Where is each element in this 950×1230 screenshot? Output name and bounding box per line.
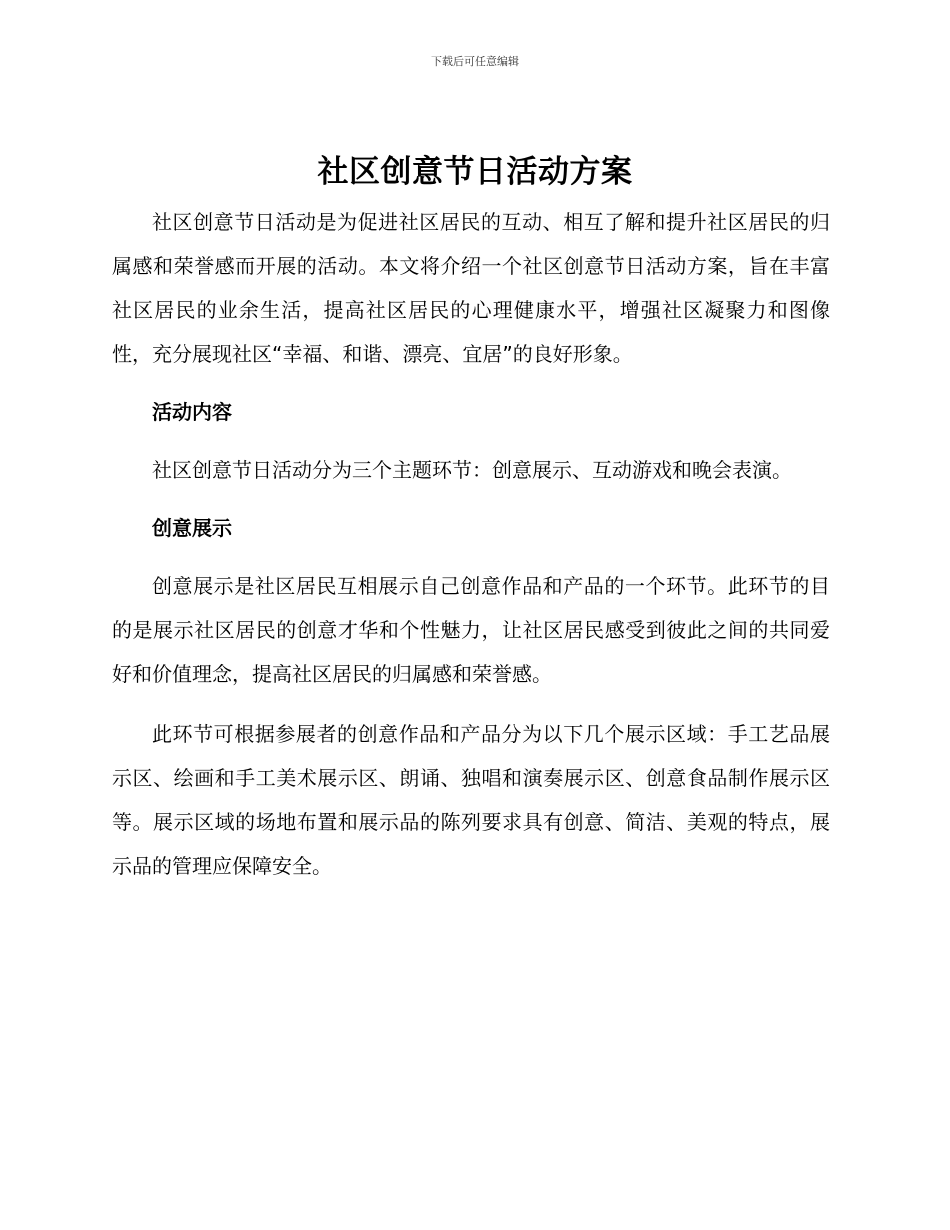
spacer [112,492,830,506]
spacer [112,434,830,448]
creative-display-paragraph-1: 创意展示是社区居民互相展示自己创意作品和产品的一个环节。此环节的目的是展示社区居民的创意才华和个性魅力，让社区居民感受到彼此之间的共同爱好和价值理念，提高社区居民的归属感和荣誉感。 [112,574,830,686]
section-heading-activity-content: 活动内容 [152,400,232,424]
spacer [112,696,830,712]
intro-paragraph: 社区创意节日活动是为促进社区居民的互动、相互了解和提升社区居民的归属感和荣誉感而开展的活动。本文将介绍一个社区创意节日活动方案，旨在丰富社区居民的业余生活，提高社区居民的心理健康水平，增强社区凝聚力和图像性，充分展现社区“幸福、和谐、漂亮、宜居”的良好形象。 [112,210,830,366]
section-heading-creative-display: 创意展示 [152,516,232,540]
activity-content-paragraph: 社区创意节日活动分为三个主题环节：创意展示、互动游戏和晚会表演。 [152,458,792,482]
page-title: 社区创意节日活动方案 [317,154,633,190]
creative-display-paragraph-2: 此环节可根据参展者的创意作品和产品分为以下几个展示区域：手工艺品展示区、绘画和手工美术展示区、朗诵、独唱和演奏展示区、创意食品制作展示区等。展示区域的场地布置和展示品的陈列要求具有创意、简洁、美观的特点，展示品的管理应保障安全。 [112,722,830,878]
spacer [112,376,830,390]
document-body [112,200,830,888]
spacer [112,550,830,564]
header-note: 下载后可任意编辑 [431,55,519,68]
